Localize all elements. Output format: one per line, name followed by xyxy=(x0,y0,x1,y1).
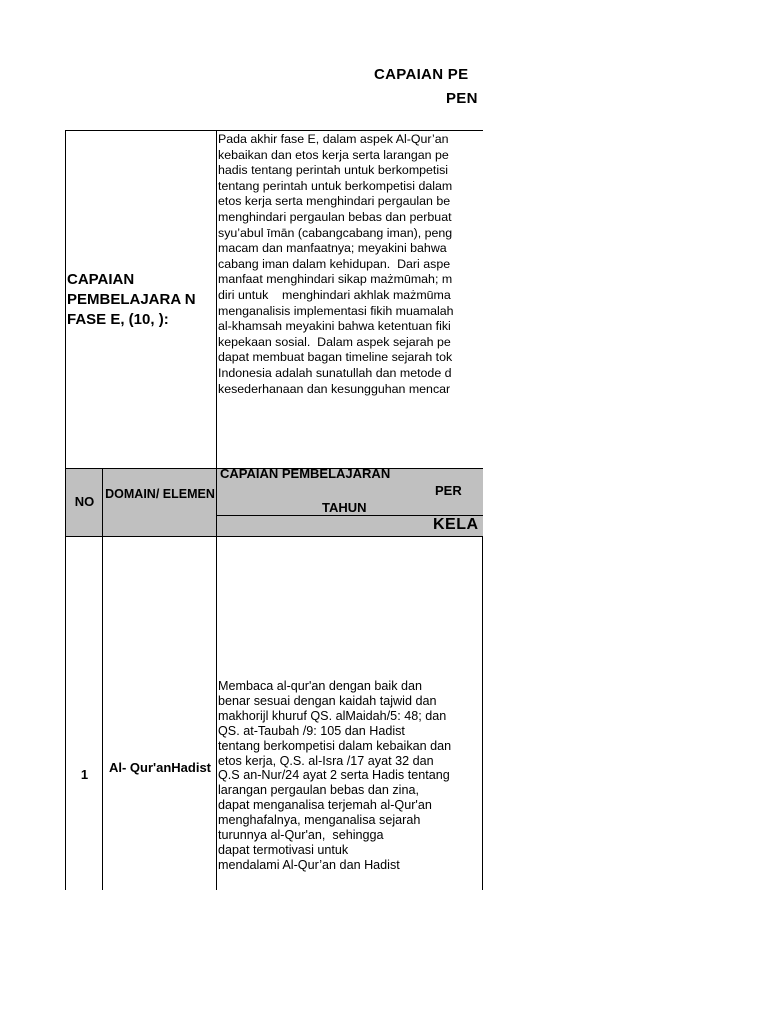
table-row-domain: Al- Qur'anHadist xyxy=(108,760,212,775)
capaian-fase-label: CAPAIAN PEMBELAJARA N FASE E, (10, ): xyxy=(67,271,196,328)
table-row-no: 1 xyxy=(80,767,89,782)
grid-line-no-divider xyxy=(102,468,103,890)
capaian-fase-text: Pada akhir fase E, dalam aspek Al-Qur’an kebaikan dan etos kerja serta larangan pe hadis tentang perintah untuk berkompetisi tentang perintah untuk berkompetisi dalam etos kerja serta menghindari pergaulan be menghindari pergaulan bebas dan perbuat syu’abul īmān (cabangcabang iman), peng macam dan manfaatnya; meyakini bahwa cabang iman dalam kehidupan. Dari aspe manfaat menghindari sikap mażmūmah; m diri untuk menghindari akhlak mażmūma menganalisis implementasi fikih muamalah al-khamsah meyakini bahwa ketentuan fiki kepekaan sosial. Dalam aspek sejarah pe dapat membuat bagan timeline sejarah tok Indonesia adalah sunatullah dan metode d kesederhanaan dan kesungguhan mencar xyxy=(218,132,454,396)
column-header-tahun: TAHUN xyxy=(322,500,367,515)
column-header-kelas: KELA xyxy=(433,516,479,533)
document-title-line1: CAPAIAN PE xyxy=(374,66,469,83)
table-row-capaian: Membaca al-qur'an dengan baik dan benar sesuai dengan kaidah tajwid dan makhorijl khuruf QS. alMaidah/5: 48; dan QS. at-Taubah /9: 105 dan Hadist tentang berkompetisi dalam kebaikan dan etos kerja, Q.S. al-Isra /17 ayat 32 dan Q.S an-Nur/24 ayat 2 serta Hadis tentang larangan pergaulan bebas dan zina, dapat menganalisa terjemah al-Qur'an menghafalnya, menganalisa sejarah turunnya al-Qur'an, sehingga dapat termotivasi untuk mendalami Al-Qur’an dan Hadist xyxy=(218,679,452,872)
header-cell-domain xyxy=(103,469,216,536)
column-header-domain: DOMAIN/ ELEMEN xyxy=(105,487,215,501)
column-header-no: NO xyxy=(74,494,95,509)
column-header-per: PER xyxy=(435,483,462,498)
grid-line-header-bottom xyxy=(65,536,483,537)
grid-line-top xyxy=(65,130,483,131)
grid-line-label-divider xyxy=(216,130,217,890)
document-title-line2: PEN xyxy=(446,90,478,107)
column-header-capaian: CAPAIAN PEMBELAJARAN xyxy=(220,466,391,481)
